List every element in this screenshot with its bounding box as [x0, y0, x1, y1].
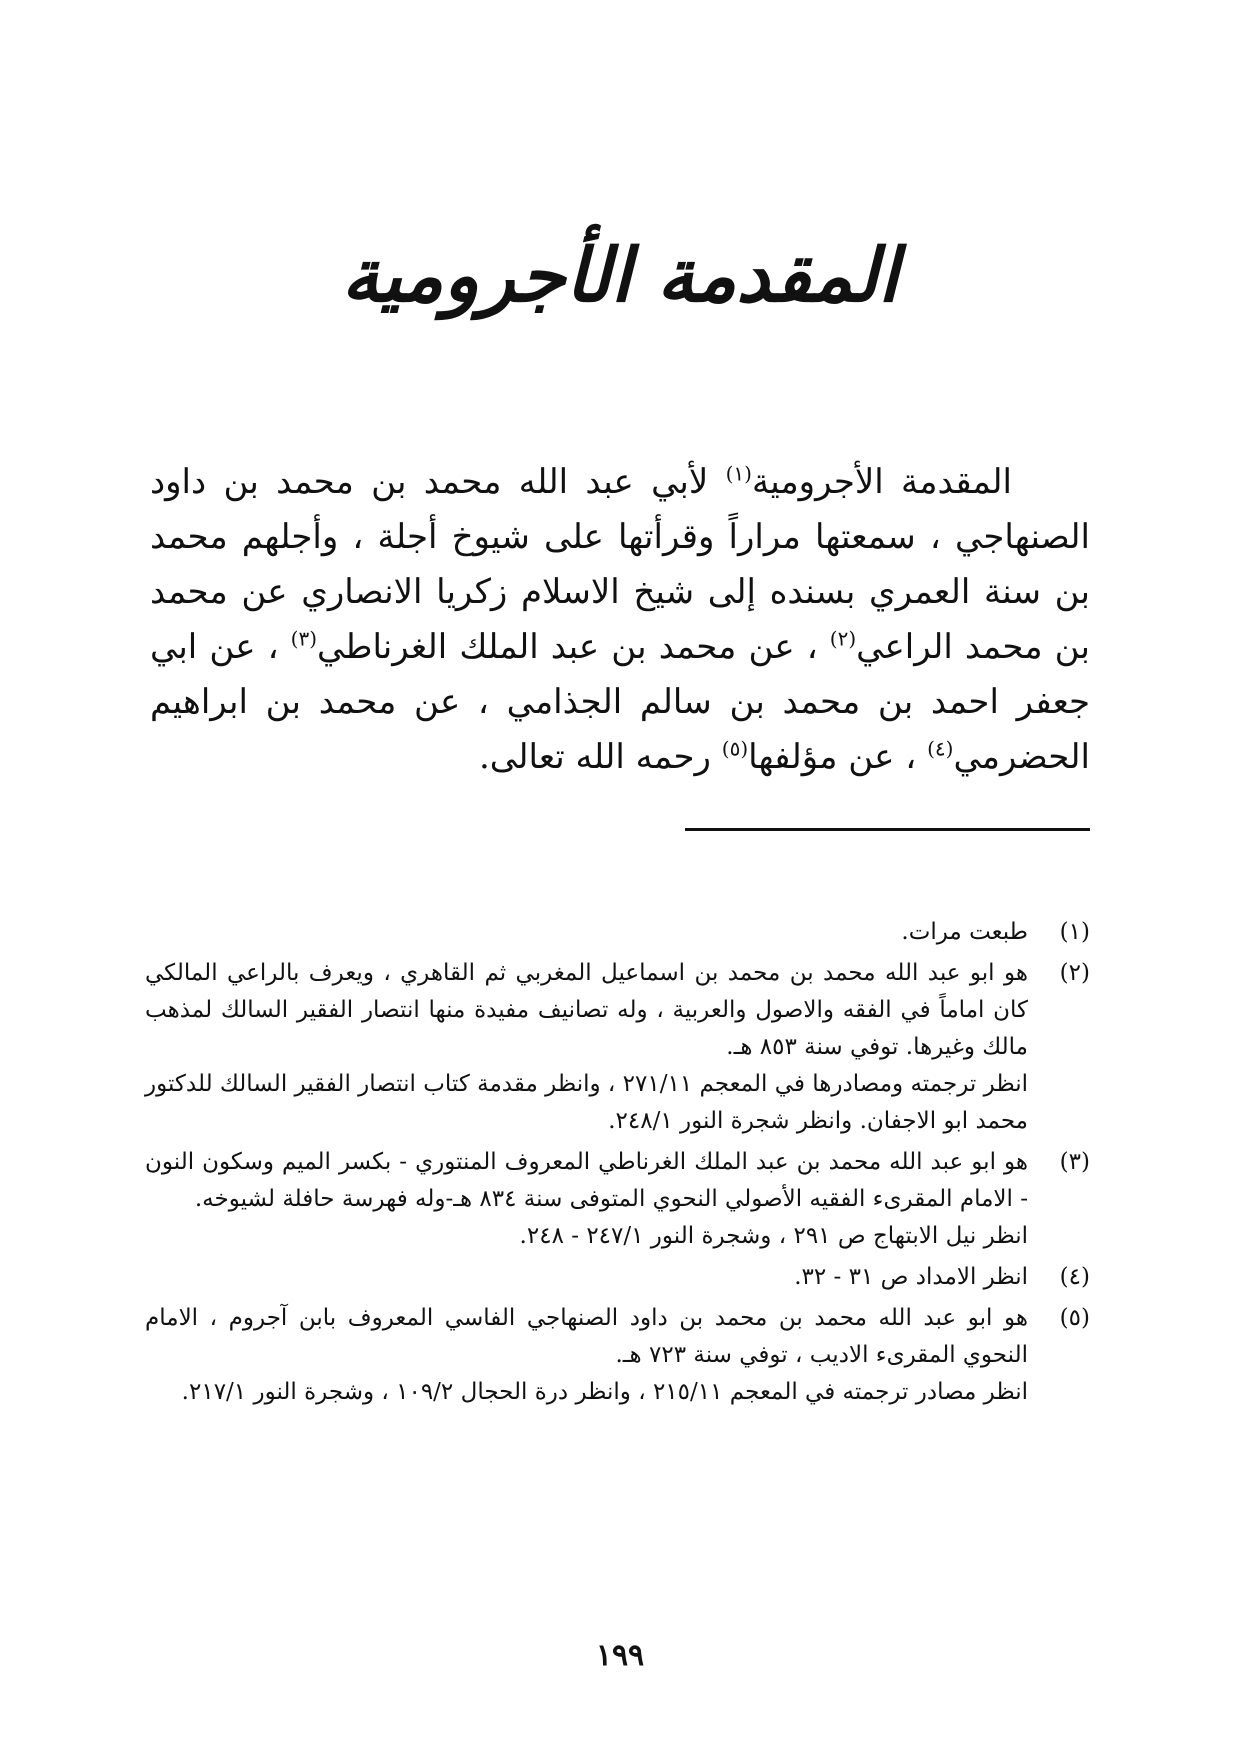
footnote-text: هو ابو عبد الله محمد بن محمد بن داود الصنهاجي الفاسي المعروف بابن آجروم ، الامام النحوي المقرىء الاديب ، توفي سنة ٧٢٣ هـ. [145, 1305, 1028, 1368]
footnote-4 [145, 1259, 1090, 1296]
footnote-ref: (٢) [829, 626, 857, 651]
footnote-text: انظر ترجمته ومصادرها في المعجم ٢٧١/١١ ، وانظر مقدمة كتاب انتصار الفقير السالك للدكتور محمد ابو الاجفان. وانظر شجرة النور ٢٤٨/١. [145, 1071, 1028, 1134]
footnote-separator [685, 828, 1090, 831]
main-text-segment: المقدمة الأجرومية [751, 462, 1012, 502]
footnote-number: (١) [1059, 919, 1090, 945]
page-number: ١٩٩ [595, 1638, 645, 1673]
footnote-text: انظر نيل الابتهاج ص ٢٩١ ، وشجرة النور ٢٤٧/١ - ٢٤٨. [519, 1223, 1028, 1249]
footnote-ref: (٤) [927, 736, 954, 761]
footnote-ref: (٣) [290, 626, 318, 651]
main-text-segment: ، عن ابي جعفر احمد بن محمد بن سالم الجذامي ، عن محمد بن ابراهيم الحضرمي [150, 627, 1090, 777]
footnote-2 [145, 955, 1090, 1140]
footnote-text: هو ابو عبد الله محمد بن محمد بن اسماعيل المغربي ثم القاهري ، ويعرف بالراعي المالكي كان اماماً في الفقه والاصول والعربية ، وله تصانيف مفيدة منها انتصار الفقير السالك لمذهب مالك وغيرها. توفي سنة ٨٥٣ هـ. [145, 960, 1028, 1060]
footnotes [145, 914, 1090, 1415]
main-text-segment: لأبي عبد الله محمد بن محمد بن داود الصنهاجي ، سمعتها مراراً وقرأتها على شيوخ أجلة ، وأجلهم محمد بن سنة العمري بسنده إلى شيخ الاسلام زكريا الانصاري عن محمد بن محمد الراعي [150, 462, 1090, 667]
main-text-segment: ، عن محمد بن عبد الملك الغرناطي [317, 627, 830, 667]
footnote-5 [145, 1300, 1090, 1411]
footnote-text: هو ابو عبد الله محمد بن عبد الملك الغرناطي المعروف المنتوري - بكسر الميم وسكون النون - الامام المقرىء الفقيه الأصولي النحوي المتوفى سنة ٨٣٤ هـ-وله فهرسة حافلة لشيوخه. [145, 1149, 1028, 1212]
footnote-text: انظر الامداد ص ٣١ - ٣٢. [794, 1264, 1028, 1290]
footnote-1 [145, 914, 1090, 951]
footnote-number: (٢) [1059, 960, 1090, 986]
footnote-text: طبعت مرات. [901, 919, 1028, 945]
main-text-segment: ، عن مؤلفها [748, 737, 928, 777]
footnote-ref: (١) [725, 461, 752, 486]
footnote-number: (٤) [1059, 1264, 1090, 1290]
footnote-number: (٥) [1059, 1305, 1090, 1331]
footnote-3 [145, 1144, 1090, 1255]
footnote-number: (٣) [1059, 1149, 1090, 1175]
footnote-text: انظر مصادر ترجمته في المعجم ٢١٥/١١ ، وانظر درة الحجال ١٠٩/٢ ، وشجرة النور ٢١٧/١. [181, 1379, 1028, 1405]
footnote-ref: (٥) [721, 736, 749, 761]
page-title: المقدمة الأجرومية [341, 233, 899, 319]
main-text-segment: رحمه الله تعالى. [478, 737, 722, 777]
main-paragraph [150, 455, 1090, 785]
